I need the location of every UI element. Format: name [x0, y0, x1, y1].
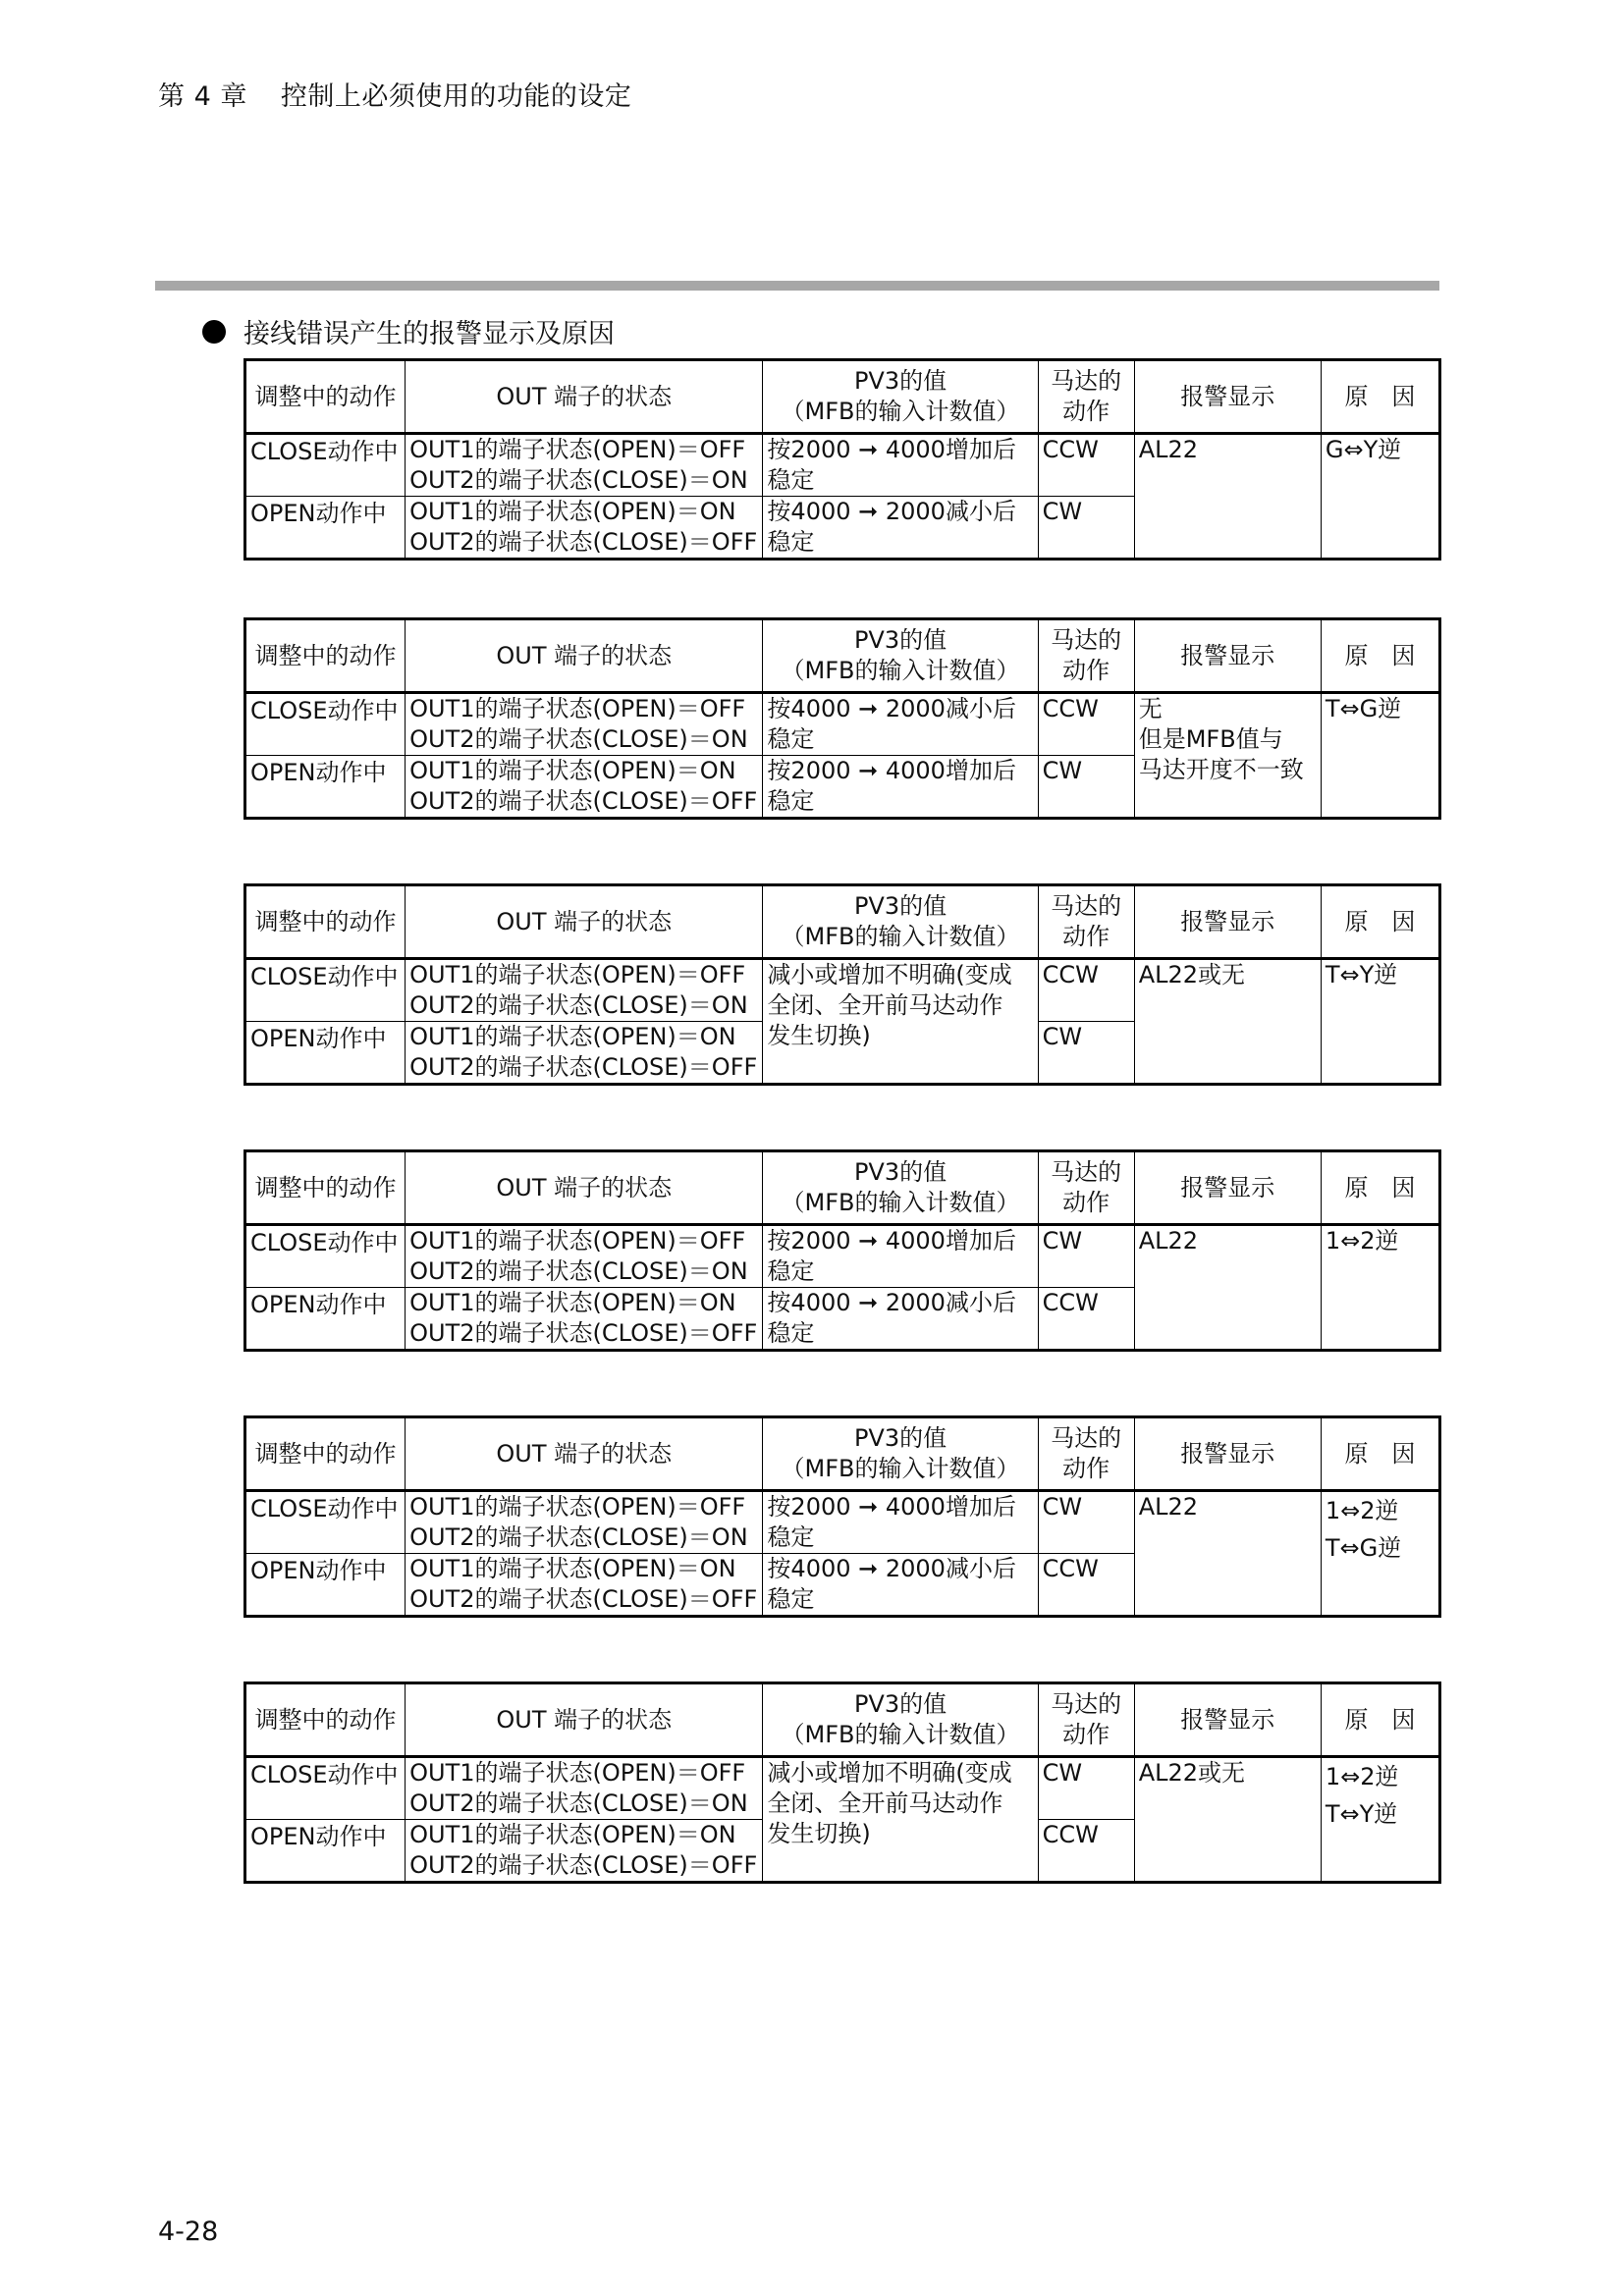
pv3-line: 稳定: [767, 1319, 815, 1347]
header-label: 原 因: [1344, 1439, 1416, 1468]
header-label: 调整中的动作: [254, 1173, 397, 1201]
pv3-line: 稳定: [767, 466, 815, 494]
wiring-table-1: [244, 358, 1441, 561]
header-label: （MFB的输入计数值）: [781, 1189, 1020, 1216]
header-alarm: [1134, 360, 1321, 434]
header-motor: [1038, 885, 1134, 959]
header-label: 报警显示: [1180, 1705, 1275, 1734]
pv3-line: 全闭、全开前马达动作: [767, 991, 1003, 1019]
motor-cell: [1038, 1022, 1134, 1085]
out-state-line: OUT1的端子状态(OPEN)＝ON: [409, 1821, 736, 1848]
alarm-line: AL22或无: [1138, 961, 1246, 988]
pv3-cell: [763, 959, 1038, 1085]
motor-value: CCW: [1042, 695, 1099, 722]
pv3-line: 按4000 ➞ 2000减小后: [767, 498, 1016, 525]
header-label: 动作: [1062, 1189, 1110, 1216]
header-out-state: [406, 1417, 763, 1491]
pv3-line: 按4000 ➞ 2000减小后: [767, 695, 1016, 722]
table-row-close: [245, 693, 1440, 756]
pv3-line: 稳定: [767, 1585, 815, 1613]
header-out-state: [406, 360, 763, 434]
wiring-table-5: [244, 1415, 1441, 1618]
action-label: CLOSE动作中: [250, 963, 399, 990]
alarm-line: 但是MFB值与: [1138, 725, 1283, 753]
motor-value: CW: [1042, 498, 1083, 525]
pv3-line: 发生切换): [767, 1022, 871, 1049]
action-cell: [245, 1491, 406, 1554]
header-label: PV3的值: [853, 1690, 947, 1718]
out-state-cell: [406, 693, 763, 756]
motor-value: CCW: [1042, 1821, 1099, 1848]
header-cause: [1321, 885, 1439, 959]
alarm-cell: [1134, 434, 1321, 560]
header-label: 原 因: [1344, 1173, 1416, 1201]
header-label: 动作: [1062, 1721, 1110, 1748]
section-title: 接线错误产生的报警显示及原因: [244, 319, 615, 349]
pv3-cell: [763, 1757, 1038, 1883]
header-label: 报警显示: [1180, 1173, 1275, 1201]
action-label: OPEN动作中: [250, 1823, 387, 1850]
out-state-line: OUT1的端子状态(OPEN)＝ON: [409, 757, 736, 784]
action-label: CLOSE动作中: [250, 438, 399, 465]
action-cell: [245, 1757, 406, 1820]
motor-cell: [1038, 497, 1134, 560]
action-cell: [245, 1225, 406, 1288]
header-action: [245, 360, 406, 434]
pv3-cell: [763, 1554, 1038, 1617]
out-state-line: OUT1的端子状态(OPEN)＝ON: [409, 1289, 736, 1316]
out-state-cell: [406, 1554, 763, 1617]
header-cause: [1321, 619, 1439, 693]
header-label: 马达的: [1051, 626, 1122, 654]
header-label: OUT 端子的状态: [496, 1705, 673, 1734]
header-action: [245, 1151, 406, 1225]
header-label: 原 因: [1344, 1705, 1416, 1734]
section-heading: [204, 312, 615, 350]
out-state-line: OUT1的端子状态(OPEN)＝OFF: [409, 1759, 746, 1787]
out-state-line: OUT1的端子状态(OPEN)＝OFF: [409, 436, 746, 463]
chapter-number: 第 4 章: [158, 81, 247, 112]
pv3-line: 减小或增加不明确(变成: [767, 1759, 1012, 1787]
header-label: 报警显示: [1180, 641, 1275, 669]
table-row-close: [245, 1225, 1440, 1288]
header-label: OUT 端子的状态: [496, 1173, 673, 1201]
out-state-cell: [406, 1820, 763, 1883]
header-label: （MFB的输入计数值）: [781, 1721, 1020, 1748]
pv3-line: 稳定: [767, 787, 815, 815]
header-label: 报警显示: [1180, 907, 1275, 935]
pv3-line: 全闭、全开前马达动作: [767, 1789, 1003, 1817]
action-cell: [245, 693, 406, 756]
header-cause: [1321, 1151, 1439, 1225]
cause-line: 1⇔2逆: [1325, 1763, 1399, 1790]
motor-cell: [1038, 1288, 1134, 1351]
header-label: PV3的值: [853, 626, 947, 654]
motor-cell: [1038, 693, 1134, 756]
alarm-line: AL22: [1138, 1493, 1199, 1521]
header-alarm: [1134, 619, 1321, 693]
header-label: 马达的: [1051, 1690, 1122, 1718]
header-motor: [1038, 1151, 1134, 1225]
header-alarm: [1134, 1417, 1321, 1491]
pv3-cell: [763, 693, 1038, 756]
header-label: 调整中的动作: [254, 907, 397, 935]
out-state-cell: [406, 1288, 763, 1351]
table-header-row: [245, 619, 1440, 693]
header-motor: [1038, 619, 1134, 693]
action-cell: [245, 959, 406, 1022]
header-label: 马达的: [1051, 1424, 1122, 1452]
action-label: CLOSE动作中: [250, 1761, 399, 1789]
cause-cell: [1321, 693, 1439, 819]
header-alarm: [1134, 1151, 1321, 1225]
action-label: OPEN动作中: [250, 1557, 387, 1584]
alarm-line: AL22: [1138, 1227, 1199, 1255]
out-state-line: OUT1的端子状态(OPEN)＝OFF: [409, 961, 746, 988]
action-label: OPEN动作中: [250, 500, 387, 527]
motor-cell: [1038, 434, 1134, 497]
table-header-row: [245, 1151, 1440, 1225]
header-label: （MFB的输入计数值）: [781, 398, 1020, 425]
header-label: 调整中的动作: [254, 1439, 397, 1468]
alarm-cell: [1134, 1225, 1321, 1351]
motor-cell: [1038, 756, 1134, 819]
pv3-line: 发生切换): [767, 1820, 871, 1847]
cause-line: T⇔Y逆: [1325, 961, 1398, 988]
action-cell: [245, 1820, 406, 1883]
pv3-line: 按2000 ➞ 4000增加后: [767, 1227, 1016, 1255]
cause-line: 1⇔2逆: [1325, 1227, 1399, 1255]
cause-line: G⇔Y逆: [1325, 436, 1402, 463]
header-label: OUT 端子的状态: [496, 382, 673, 410]
header-alarm: [1134, 1683, 1321, 1757]
wiring-table-2: [244, 617, 1441, 820]
motor-value: CW: [1042, 1227, 1083, 1255]
header-label: 调整中的动作: [254, 382, 397, 410]
motor-value: CCW: [1042, 961, 1099, 988]
action-label: OPEN动作中: [250, 759, 387, 786]
pv3-line: 稳定: [767, 1257, 815, 1285]
out-state-cell: [406, 1225, 763, 1288]
header-motor: [1038, 360, 1134, 434]
header-pv3: [763, 1683, 1038, 1757]
out-state-line: OUT2的端子状态(CLOSE)＝ON: [409, 1789, 748, 1817]
alarm-line: 马达开度不一致: [1138, 756, 1304, 783]
header-label: PV3的值: [853, 892, 947, 920]
table-row-close: [245, 1757, 1440, 1820]
pv3-cell: [763, 434, 1038, 497]
header-action: [245, 1683, 406, 1757]
header-action: [245, 1417, 406, 1491]
header-pv3: [763, 1417, 1038, 1491]
out-state-cell: [406, 1022, 763, 1085]
action-label: OPEN动作中: [250, 1291, 387, 1318]
cause-cell: [1321, 1491, 1439, 1617]
header-label: （MFB的输入计数值）: [781, 923, 1020, 950]
action-cell: [245, 756, 406, 819]
out-state-line: OUT2的端子状态(CLOSE)＝OFF: [409, 1053, 758, 1081]
chapter-title: 控制上必须使用的功能的设定: [280, 81, 632, 112]
out-state-line: OUT2的端子状态(CLOSE)＝ON: [409, 725, 748, 753]
cause-cell: [1321, 1757, 1439, 1883]
header-label: 原 因: [1344, 382, 1416, 410]
header-label: （MFB的输入计数值）: [781, 657, 1020, 684]
out-state-line: OUT2的端子状态(CLOSE)＝OFF: [409, 787, 758, 815]
motor-value: CW: [1042, 757, 1083, 784]
action-cell: [245, 1554, 406, 1617]
cause-cell: [1321, 1225, 1439, 1351]
pv3-cell: [763, 497, 1038, 560]
out-state-cell: [406, 756, 763, 819]
alarm-line: AL22: [1138, 436, 1199, 463]
alarm-cell: [1134, 1757, 1321, 1883]
chapter-header: [158, 75, 631, 113]
header-label: 原 因: [1344, 907, 1416, 935]
header-action: [245, 885, 406, 959]
motor-value: CW: [1042, 1023, 1083, 1050]
table-header-row: [245, 1683, 1440, 1757]
action-label: CLOSE动作中: [250, 1229, 399, 1256]
header-label: 马达的: [1051, 1158, 1122, 1186]
action-label: CLOSE动作中: [250, 697, 399, 724]
out-state-cell: [406, 1491, 763, 1554]
out-state-line: OUT1的端子状态(OPEN)＝ON: [409, 498, 736, 525]
out-state-line: OUT1的端子状态(OPEN)＝OFF: [409, 695, 746, 722]
header-label: PV3的值: [853, 367, 947, 395]
motor-value: CCW: [1042, 1555, 1099, 1582]
motor-cell: [1038, 1491, 1134, 1554]
out-state-cell: [406, 959, 763, 1022]
header-pv3: [763, 1151, 1038, 1225]
out-state-line: OUT1的端子状态(OPEN)＝OFF: [409, 1227, 746, 1255]
header-label: 报警显示: [1180, 1439, 1275, 1468]
pv3-line: 稳定: [767, 725, 815, 753]
cause-cell: [1321, 959, 1439, 1085]
header-label: （MFB的输入计数值）: [781, 1455, 1020, 1482]
alarm-line: AL22或无: [1138, 1759, 1246, 1787]
section-divider: [155, 281, 1439, 291]
motor-cell: [1038, 1554, 1134, 1617]
header-label: 动作: [1062, 398, 1110, 425]
pv3-line: 按2000 ➞ 4000增加后: [767, 1493, 1016, 1521]
action-cell: [245, 434, 406, 497]
header-cause: [1321, 360, 1439, 434]
pv3-cell: [763, 1225, 1038, 1288]
header-label: OUT 端子的状态: [496, 1439, 673, 1468]
header-label: 马达的: [1051, 367, 1122, 395]
bullet-icon: [202, 320, 226, 344]
pv3-line: 稳定: [767, 1523, 815, 1551]
table-row-close: [245, 959, 1440, 1022]
header-alarm: [1134, 885, 1321, 959]
pv3-line: 按4000 ➞ 2000减小后: [767, 1289, 1016, 1316]
wiring-table-4: [244, 1149, 1441, 1352]
header-label: 动作: [1062, 1455, 1110, 1482]
out-state-cell: [406, 497, 763, 560]
alarm-line: 无: [1138, 695, 1163, 722]
wiring-table-6: [244, 1682, 1441, 1884]
action-label: OPEN动作中: [250, 1025, 387, 1052]
pv3-line: 按2000 ➞ 4000增加后: [767, 436, 1016, 463]
motor-cell: [1038, 1820, 1134, 1883]
motor-cell: [1038, 1757, 1134, 1820]
alarm-cell: [1134, 959, 1321, 1085]
pv3-line: 减小或增加不明确(变成: [767, 961, 1012, 988]
page-number: 4-28: [158, 2216, 219, 2247]
header-label: 动作: [1062, 657, 1110, 684]
table-row-close: [245, 1491, 1440, 1554]
alarm-cell: [1134, 1491, 1321, 1617]
out-state-cell: [406, 434, 763, 497]
motor-value: CW: [1042, 1759, 1083, 1787]
header-label: 动作: [1062, 923, 1110, 950]
header-motor: [1038, 1683, 1134, 1757]
motor-cell: [1038, 959, 1134, 1022]
header-label: 调整中的动作: [254, 1705, 397, 1734]
pv3-line: 稳定: [767, 528, 815, 556]
out-state-line: OUT1的端子状态(OPEN)＝ON: [409, 1023, 736, 1050]
header-cause: [1321, 1683, 1439, 1757]
out-state-line: OUT2的端子状态(CLOSE)＝ON: [409, 1257, 748, 1285]
out-state-cell: [406, 1757, 763, 1820]
header-label: 马达的: [1051, 892, 1122, 920]
out-state-line: OUT2的端子状态(CLOSE)＝OFF: [409, 1319, 758, 1347]
wiring-table-3: [244, 883, 1441, 1086]
cause-line: T⇔G逆: [1325, 695, 1402, 722]
out-state-line: OUT1的端子状态(OPEN)＝ON: [409, 1555, 736, 1582]
header-out-state: [406, 619, 763, 693]
header-out-state: [406, 885, 763, 959]
motor-cell: [1038, 1225, 1134, 1288]
pv3-line: 按4000 ➞ 2000减小后: [767, 1555, 1016, 1582]
out-state-line: OUT2的端子状态(CLOSE)＝OFF: [409, 1585, 758, 1613]
header-label: 调整中的动作: [254, 641, 397, 669]
header-label: 原 因: [1344, 641, 1416, 669]
cause-cell: [1321, 434, 1439, 560]
header-out-state: [406, 1151, 763, 1225]
out-state-line: OUT2的端子状态(CLOSE)＝ON: [409, 991, 748, 1019]
out-state-line: OUT2的端子状态(CLOSE)＝OFF: [409, 1851, 758, 1879]
out-state-line: OUT2的端子状态(CLOSE)＝ON: [409, 466, 748, 494]
action-cell: [245, 1022, 406, 1085]
out-state-line: OUT2的端子状态(CLOSE)＝ON: [409, 1523, 748, 1551]
header-out-state: [406, 1683, 763, 1757]
table-header-row: [245, 885, 1440, 959]
cause-line: 1⇔2逆: [1325, 1497, 1399, 1524]
out-state-line: OUT1的端子状态(OPEN)＝OFF: [409, 1493, 746, 1521]
pv3-line: 按2000 ➞ 4000增加后: [767, 757, 1016, 784]
table-row-close: [245, 434, 1440, 497]
alarm-cell: [1134, 693, 1321, 819]
header-motor: [1038, 1417, 1134, 1491]
action-cell: [245, 1288, 406, 1351]
header-label: OUT 端子的状态: [496, 907, 673, 935]
pv3-cell: [763, 756, 1038, 819]
pv3-cell: [763, 1491, 1038, 1554]
action-cell: [245, 497, 406, 560]
header-label: 报警显示: [1180, 382, 1275, 410]
out-state-line: OUT2的端子状态(CLOSE)＝OFF: [409, 528, 758, 556]
header-pv3: [763, 360, 1038, 434]
header-pv3: [763, 619, 1038, 693]
table-header-row: [245, 1417, 1440, 1491]
header-label: OUT 端子的状态: [496, 641, 673, 669]
header-cause: [1321, 1417, 1439, 1491]
header-action: [245, 619, 406, 693]
cause-line: T⇔G逆: [1325, 1534, 1402, 1562]
header-label: PV3的值: [853, 1424, 947, 1452]
motor-value: CCW: [1042, 436, 1099, 463]
header-label: PV3的值: [853, 1158, 947, 1186]
action-label: CLOSE动作中: [250, 1495, 399, 1522]
header-pv3: [763, 885, 1038, 959]
motor-value: CCW: [1042, 1289, 1099, 1316]
motor-value: CW: [1042, 1493, 1083, 1521]
cause-line: T⇔Y逆: [1325, 1800, 1398, 1828]
table-header-row: [245, 360, 1440, 434]
pv3-cell: [763, 1288, 1038, 1351]
